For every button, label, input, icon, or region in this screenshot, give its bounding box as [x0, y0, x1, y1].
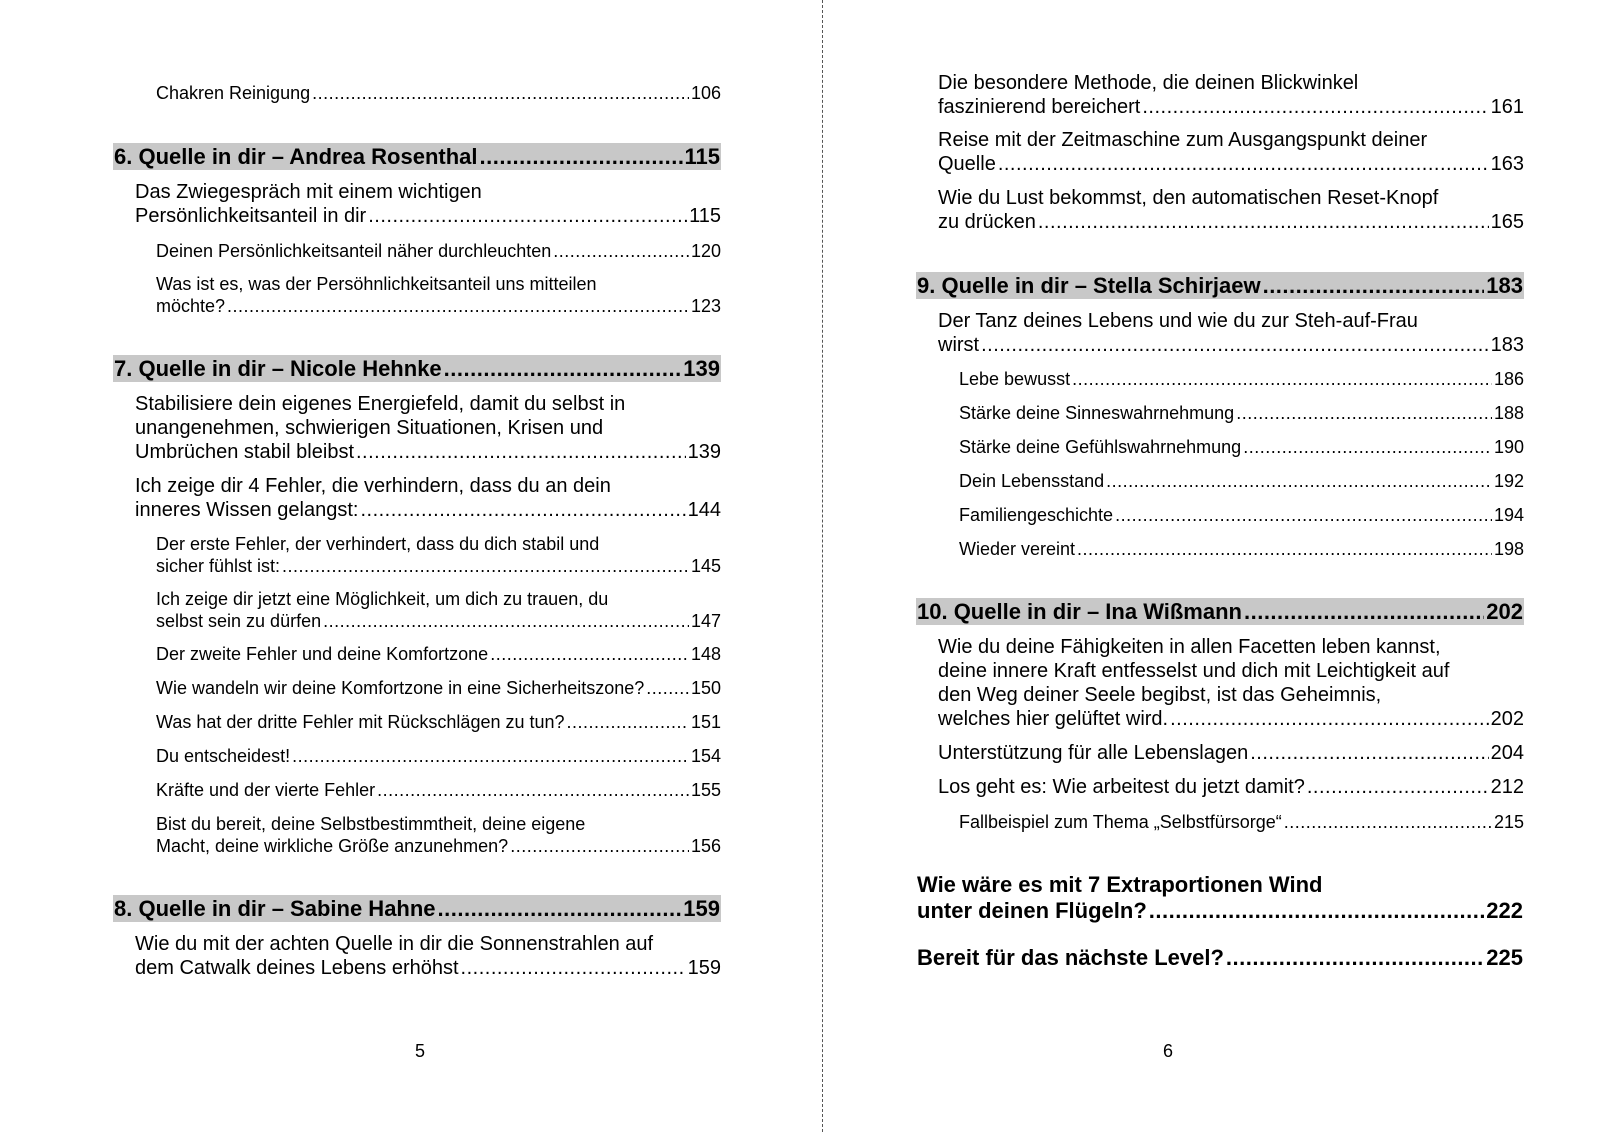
toc-entry-title: möchte?	[156, 296, 226, 316]
toc-entry-title: wirst	[938, 334, 980, 356]
toc-entry-chapter	[916, 272, 1524, 299]
toc-page-number: 212	[1490, 776, 1524, 798]
toc-page-number: 192	[1493, 471, 1524, 491]
toc-page-number: 159	[683, 896, 720, 921]
dot-leader	[646, 677, 689, 699]
toc-entry-title: Familiengeschichte	[959, 505, 1114, 525]
toc-entry-chapter	[916, 598, 1524, 625]
toc-entry-title: 8. Quelle in dir – Sabine Hahne	[114, 896, 436, 921]
toc-entry-section	[916, 71, 1524, 119]
toc-entry-chapter	[113, 355, 721, 382]
toc-entry-title: Unterstützung für alle Lebenslagen	[938, 742, 1249, 764]
toc-entry-title: 9. Quelle in dir – Stella Schirjaew	[917, 273, 1261, 298]
toc-entry-text: Der Tanz deines Lebens und wie du zur Steh-auf-Frau	[938, 310, 1418, 332]
dot-leader	[567, 711, 689, 733]
dot-leader	[1072, 368, 1492, 390]
toc-page-number: 163	[1490, 153, 1524, 175]
toc-entry-subsection	[113, 533, 721, 577]
dot-leader	[553, 240, 689, 262]
toc-entry-section	[916, 741, 1524, 765]
toc-entry-title: Fallbeispiel zum Thema „Selbstfürsorge“	[959, 812, 1282, 832]
toc-page-number: 123	[690, 296, 721, 316]
toc-entry-title: selbst sein zu dürfen	[156, 611, 322, 631]
toc-entry-text: Der erste Fehler, der verhindert, dass du dich stabil und	[156, 534, 600, 554]
toc-entry-title: Deinen Persönlichkeitsanteil näher durchleuchten	[156, 241, 552, 261]
dot-leader	[1243, 436, 1492, 458]
toc-entry-subsection	[916, 436, 1524, 458]
toc-entry-subsection	[113, 745, 721, 767]
toc-entry-subsection	[916, 538, 1524, 560]
toc-entry-title: Stärke deine Gefühlswahrnehmung	[959, 437, 1242, 457]
toc-page-number: 145	[690, 556, 721, 576]
toc-entry-subsection	[113, 677, 721, 699]
toc-entry-text: Wie du Lust bekommst, den automatischen Reset-Knopf	[938, 187, 1439, 209]
toc-entry-title: Chakren Reinigung	[156, 83, 311, 103]
toc-entry-text: Bist du bereit, deine Selbstbestimmtheit, deine eigene	[156, 814, 586, 834]
toc-entry-text: Die besondere Methode, die deinen Blickwinkel	[938, 72, 1359, 94]
toc-entry-section	[916, 635, 1524, 731]
toc-page-number: 202	[1486, 599, 1523, 624]
toc-entry-section	[113, 932, 721, 980]
toc-page-number: 106	[690, 83, 721, 103]
toc-entry-section	[113, 474, 721, 522]
toc-entry-section	[113, 392, 721, 464]
toc-entry-text: Reise mit der Zeitmaschine zum Ausgangspunkt deiner	[938, 129, 1428, 151]
toc-entry-title: faszinierend bereichert	[938, 96, 1141, 118]
dot-leader	[1263, 272, 1485, 299]
toc-page-number: 190	[1493, 437, 1524, 457]
toc-entry-chapter	[916, 945, 1524, 971]
dot-leader	[312, 82, 689, 104]
toc-entry-section	[916, 128, 1524, 176]
dot-leader	[282, 555, 689, 577]
toc-page-number: 188	[1493, 403, 1524, 423]
toc-entry-title: Du entscheidest!	[156, 746, 291, 766]
toc-page-number: 159	[687, 957, 721, 979]
dot-leader	[1038, 210, 1489, 234]
dot-leader	[1244, 598, 1484, 625]
dot-leader	[1226, 945, 1484, 971]
toc-page-number: 183	[1486, 273, 1523, 298]
toc-page-number: 225	[1486, 945, 1523, 970]
toc-page-number: 194	[1493, 505, 1524, 525]
dot-leader	[356, 440, 686, 464]
toc-page-number: 161	[1490, 96, 1524, 118]
dot-leader	[1236, 402, 1492, 424]
toc-entry-section	[916, 775, 1524, 799]
toc-entry-chapter	[916, 872, 1524, 924]
toc-entry-subsection	[113, 588, 721, 632]
dot-leader	[323, 610, 689, 632]
toc-entry-chapter	[113, 143, 721, 170]
toc-page-number: 150	[690, 678, 721, 698]
toc-entry-subsection	[916, 811, 1524, 833]
toc-entry-text: deine innere Kraft entfesselst und dich mit Leichtigkeit auf	[938, 660, 1450, 682]
toc-entry-text: Ich zeige dir 4 Fehler, die verhindern, dass du an dein	[135, 475, 611, 497]
dot-leader	[510, 835, 689, 857]
dot-leader	[377, 779, 689, 801]
left-page	[113, 0, 721, 1132]
toc-entry-title: 7. Quelle in dir – Nicole Hehnke	[114, 356, 442, 381]
toc-page-number: 186	[1493, 369, 1524, 389]
toc-entry-section	[916, 309, 1524, 357]
toc-entry-title: Los geht es: Wie arbeitest du jetzt damit?	[938, 776, 1305, 798]
dot-leader	[480, 143, 683, 170]
dot-leader	[438, 895, 682, 922]
dot-leader	[461, 956, 686, 980]
toc-page-number: 151	[690, 712, 721, 732]
toc-entry-title: 10. Quelle in dir – Ina Wißmann	[917, 599, 1242, 624]
dot-leader	[360, 498, 685, 522]
toc-entry-subsection	[113, 779, 721, 801]
toc-page-number: 154	[690, 746, 721, 766]
toc-entry-subsection	[113, 273, 721, 317]
toc-entry-title: Quelle	[938, 153, 996, 175]
toc-entry-subsection	[916, 504, 1524, 526]
toc-entry-title: Was hat der dritte Fehler mit Rückschlägen zu tun?	[156, 712, 565, 732]
toc-entry-text: Das Zwiegespräch mit einem wichtigen	[135, 181, 482, 203]
page-number: 6	[1162, 1041, 1173, 1061]
toc-page-number: 215	[1493, 812, 1524, 832]
toc-entry-subsection	[113, 240, 721, 262]
dot-leader	[998, 152, 1489, 176]
toc-page-number: 148	[690, 644, 721, 664]
toc-entry-title: Persönlichkeitsanteil in dir	[135, 205, 367, 227]
toc-entry-title: Lebe bewusst	[959, 369, 1071, 389]
dot-leader	[227, 295, 689, 317]
toc-page-number: 198	[1493, 539, 1524, 559]
toc-page-number: 155	[690, 780, 721, 800]
toc-entry-title: Wieder vereint	[959, 539, 1076, 559]
toc-entry-title: Der zweite Fehler und deine Komfortzone	[156, 644, 489, 664]
dot-leader	[292, 745, 689, 767]
right-page	[916, 0, 1524, 1132]
toc-entry-title: dem Catwalk deines Lebens erhöhst	[135, 957, 459, 979]
toc-entry-section	[113, 180, 721, 228]
toc-entry-subsection	[113, 711, 721, 733]
toc-page-number: 165	[1490, 211, 1524, 233]
dot-leader	[1170, 707, 1489, 731]
dot-leader	[1149, 898, 1485, 924]
toc-entry-subsection	[113, 813, 721, 857]
dot-leader	[1284, 811, 1492, 833]
toc-page-number: 115	[689, 205, 721, 227]
toc-entry-subsection	[916, 402, 1524, 424]
toc-entry-subsection	[113, 82, 721, 104]
toc-entry-text: Stabilisiere dein eigenes Energiefeld, damit du selbst in	[135, 393, 626, 415]
dot-leader	[1142, 95, 1488, 119]
dot-leader	[368, 204, 687, 228]
dot-leader	[1077, 538, 1492, 560]
dot-leader	[490, 643, 689, 665]
toc-entry-title: sicher fühlst ist:	[156, 556, 281, 576]
toc-entry-text: Wie du deine Fähigkeiten in allen Facetten leben kannst,	[938, 636, 1441, 658]
toc-page-number: 144	[687, 499, 721, 521]
toc-entry-text: Wie wäre es mit 7 Extraportionen Wind	[917, 872, 1323, 897]
page-divider	[822, 0, 823, 1132]
dot-leader	[1250, 741, 1488, 765]
toc-entry-title: zu drücken	[938, 211, 1036, 233]
toc-entry-title: unter deinen Flügeln?	[917, 898, 1147, 923]
dot-leader	[1307, 775, 1489, 799]
toc-page-number: 204	[1490, 742, 1524, 764]
toc-page-number: 183	[1490, 334, 1524, 356]
dot-leader	[444, 355, 682, 382]
toc-entry-text: unangenehmen, schwierigen Situationen, Krisen und	[135, 417, 604, 439]
dot-leader	[1106, 470, 1492, 492]
toc-page-number: 120	[690, 241, 721, 261]
toc-entry-text: Ich zeige dir jetzt eine Möglichkeit, um dich zu trauen, du	[156, 589, 609, 609]
toc-entry-title: Dein Lebensstand	[959, 471, 1105, 491]
toc-entry-subsection	[916, 470, 1524, 492]
toc-entry-title: welches hier gelüftet wird.	[938, 708, 1169, 730]
toc-entry-text: den Weg deiner Seele begibst, ist das Geheimnis,	[938, 684, 1382, 706]
toc-entry-title: Stärke deine Sinneswahrnehmung	[959, 403, 1235, 423]
toc-page-number: 222	[1486, 898, 1523, 923]
toc-page-number: 202	[1490, 708, 1524, 730]
toc-entry-text: Was ist es, was der Persöhnlichkeitsanteil uns mitteilen	[156, 274, 597, 294]
toc-entry-section	[916, 186, 1524, 234]
toc-entry-title: Wie wandeln wir deine Komfortzone in eine Sicherheitszone?	[156, 678, 645, 698]
page-number: 5	[414, 1041, 425, 1061]
toc-entry-subsection	[916, 368, 1524, 390]
toc-entry-subsection	[113, 643, 721, 665]
toc-entry-title: 6. Quelle in dir – Andrea Rosenthal	[114, 144, 478, 169]
toc-entry-title: Kräfte und der vierte Fehler	[156, 780, 376, 800]
toc-page-number: 139	[687, 441, 721, 463]
toc-page-number: 115	[684, 144, 720, 169]
toc-entry-text: Wie du mit der achten Quelle in dir die Sonnenstrahlen auf	[135, 933, 654, 955]
toc-page-number: 147	[690, 611, 721, 631]
dot-leader	[1115, 504, 1492, 526]
toc-page-number: 156	[690, 836, 721, 856]
toc-entry-title: inneres Wissen gelangst:	[135, 499, 359, 521]
dot-leader	[981, 333, 1489, 357]
toc-page-number: 139	[683, 356, 720, 381]
toc-entry-title: Umbrüchen stabil bleibst	[135, 441, 354, 463]
toc-entry-chapter	[113, 895, 721, 922]
toc-entry-title: Macht, deine wirkliche Größe anzunehmen?	[156, 836, 509, 856]
toc-entry-title: Bereit für das nächste Level?	[917, 945, 1224, 970]
